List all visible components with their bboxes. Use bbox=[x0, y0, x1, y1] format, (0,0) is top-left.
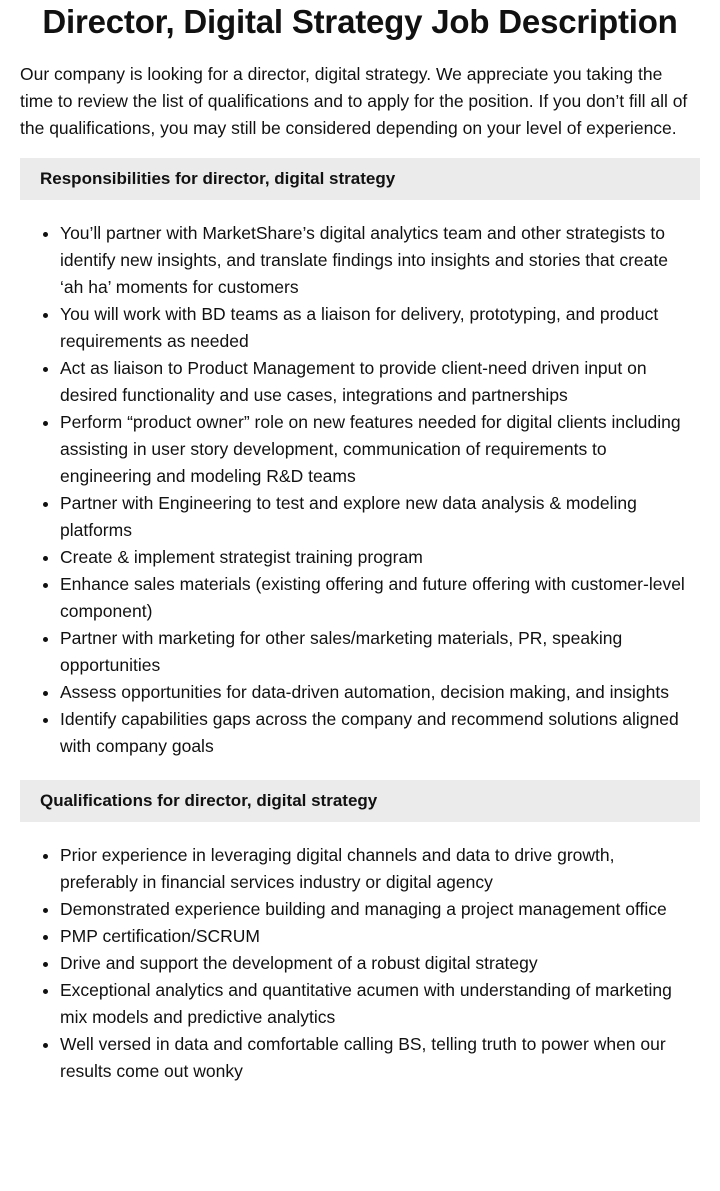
list-item: Prior experience in leveraging digital channels and data to drive growth, preferably in financial services industry or digital agency bbox=[60, 842, 700, 896]
qualifications-list bbox=[20, 842, 700, 1085]
list-item: Partner with Engineering to test and explore new data analysis & modeling platforms bbox=[60, 490, 700, 544]
list-item: Create & implement strategist training program bbox=[60, 544, 700, 571]
list-item: PMP certification/SCRUM bbox=[60, 923, 700, 950]
list-item: Well versed in data and comfortable calling BS, telling truth to power when our results come out wonky bbox=[60, 1031, 700, 1085]
list-item: Identify capabilities gaps across the company and recommend solutions aligned with company goals bbox=[60, 706, 700, 760]
list-item: Act as liaison to Product Management to provide client-need driven input on desired functionality and use cases, integrations and partnerships bbox=[60, 355, 700, 409]
responsibilities-heading: Responsibilities for director, digital strategy bbox=[20, 158, 700, 200]
list-item: Exceptional analytics and quantitative acumen with understanding of marketing mix models and predictive analytics bbox=[60, 977, 700, 1031]
list-item: Demonstrated experience building and managing a project management office bbox=[60, 896, 700, 923]
list-item: Assess opportunities for data-driven automation, decision making, and insights bbox=[60, 679, 700, 706]
list-item: You’ll partner with MarketShare’s digital analytics team and other strategists to identify new insights, and translate findings into insights and stories that create ‘ah ha’ moments for customers bbox=[60, 220, 700, 301]
list-item: Partner with marketing for other sales/marketing materials, PR, speaking opportunities bbox=[60, 625, 700, 679]
qualifications-heading: Qualifications for director, digital strategy bbox=[20, 780, 700, 822]
responsibilities-list bbox=[20, 220, 700, 760]
list-item: You will work with BD teams as a liaison for delivery, prototyping, and product requirements as needed bbox=[60, 301, 700, 355]
intro-paragraph: Our company is looking for a director, digital strategy. We appreciate you taking the time to review the list of qualifications and to apply for the position. If you don’t fill all of the qualifications, you may still be considered depending on your level of experience. bbox=[20, 64, 688, 138]
list-item: Enhance sales materials (existing offering and future offering with customer-level component) bbox=[60, 571, 700, 625]
page-title: Director, Digital Strategy Job Description bbox=[42, 3, 678, 40]
list-item: Perform “product owner” role on new features needed for digital clients including assisting in user story development, communication of requirements to engineering and modeling R&D teams bbox=[60, 409, 700, 490]
list-item: Drive and support the development of a robust digital strategy bbox=[60, 950, 700, 977]
